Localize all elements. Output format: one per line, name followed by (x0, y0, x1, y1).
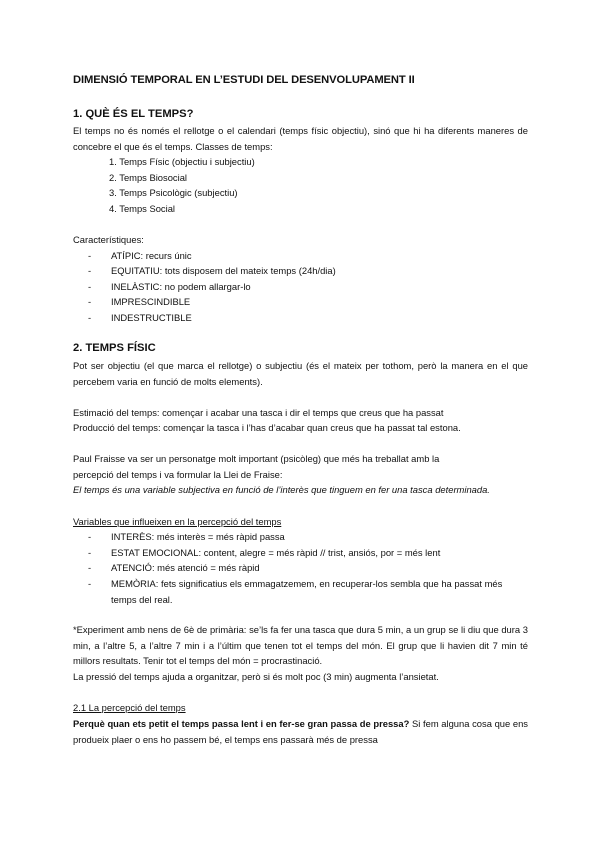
document-title: DIMENSIÓ TEMPORAL EN L’ESTUDI DEL DESENVOLUPAMENT II (73, 74, 415, 86)
time-class-item: 4. Temps Social (109, 203, 176, 214)
experiment-paragraph: *Experiment amb nens de 6è de primària: se’ls fa fer una tasca que dura 5 min, a un grup se li diu que dura 3 min, a l’altre 5, a l’altre 7 min i a l’últim que tenen tot el temps del món. El grup que li havien dit 7 min té millors resultats. Tenir tot el temps del món = procrastinació. (73, 624, 528, 666)
estimacio-line: Estimació del temps: començar i acabar una tasca i dir el temps que creus que ha passat (73, 407, 444, 418)
section-2-intro: Pot ser objectiu (el que marca el rellotge) o subjectiu (és el mateix per tothom, però la manera en el que percebem varia en funció de molts elements). (73, 360, 528, 387)
fraisse-line-1: Paul Fraisse va ser un personatge molt important (psicòleg) que més ha treballat amb la (73, 453, 440, 464)
fraisse-line-2: percepció del temps i va formular la Llei de Fraise: (73, 469, 283, 480)
section-2-heading: 2. TEMPS FÍSIC (73, 342, 156, 354)
time-class-item: 2. Temps Biosocial (109, 172, 187, 183)
dash-bullet: - (88, 250, 92, 261)
time-class-item: 3. Temps Psicològic (subjectiu) (109, 187, 238, 198)
dash-bullet: - (88, 312, 92, 323)
dash-bullet: - (88, 296, 92, 307)
fraisse-law: El temps és una variable subjectiva en funció de l’interès que tinguem en fer una tasca determinada. (73, 484, 490, 495)
section-1-heading: 1. QUÈ ÉS EL TEMPS? (73, 108, 194, 120)
section-2-1-rest: Si fem alguna cosa que ens produeix plaer o ens ho passem bé, el temps ens passarà més de pressa (73, 718, 528, 745)
dash-bullet: - (88, 578, 92, 589)
produccio-line: Producció del temps: començar la tasca i l’has d’acabar quan creus que ha passat tal estona. (73, 422, 461, 433)
dash-bullet: - (88, 531, 92, 542)
dash-bullet: - (88, 265, 92, 276)
section-2-1-question: Perquè quan ets petit el temps passa lent i en fer-se gran passa de pressa? (73, 718, 410, 729)
section-2-1-heading: 2.1 La percepció del temps (73, 702, 186, 713)
time-class-item: 1. Temps Físic (objectiu i subjectiu) (109, 156, 255, 167)
dash-bullet: - (88, 547, 92, 558)
section-1-intro: El temps no és només el rellotge o el calendari (temps físic objectiu), sinó que hi ha diferents maneres de concebre el que és el temps. Classes de temps: (73, 125, 528, 152)
section-2-1-paragraph (73, 716, 528, 747)
pressio-line: La pressió del temps ajuda a organitzar, però si és molt poc (3 min) augmenta l’ansietat. (73, 671, 439, 682)
characteristics-label: Característiques: (73, 234, 144, 245)
dash-bullet: - (88, 562, 92, 573)
dash-bullet: - (88, 281, 92, 292)
variables-heading: Variables que influeixen en la percepció del temps (73, 516, 282, 527)
